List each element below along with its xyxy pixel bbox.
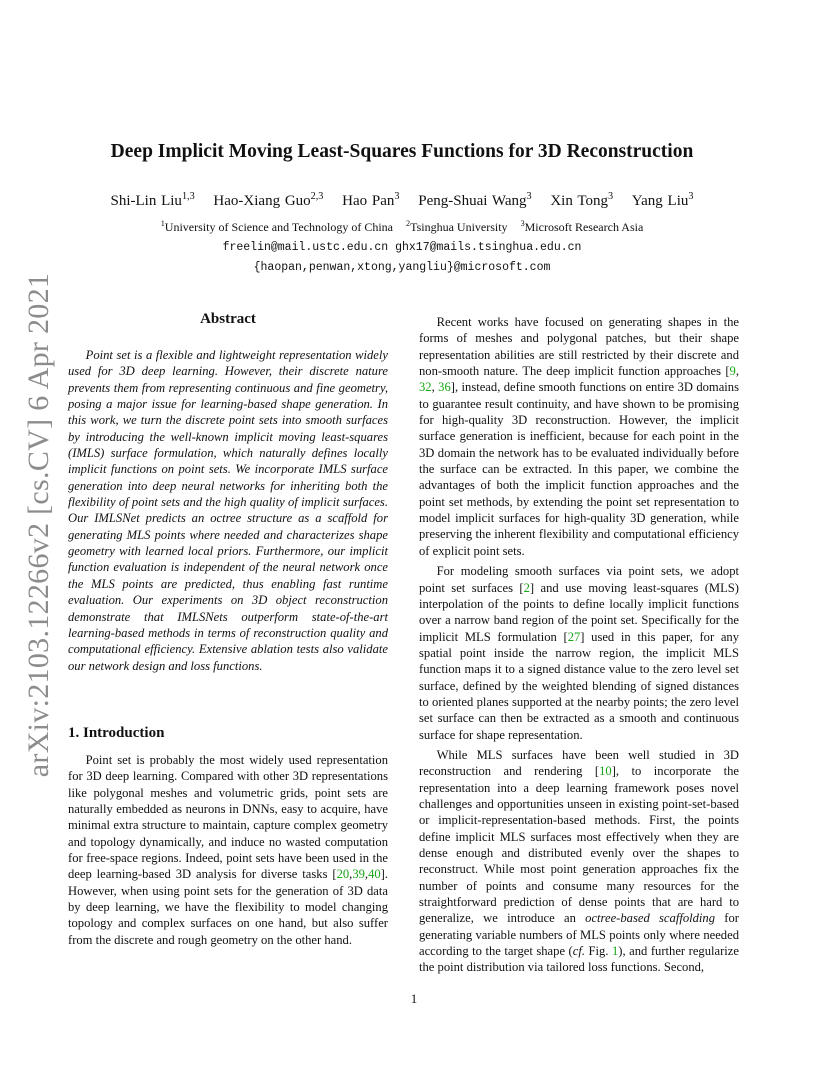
author: Hao-Xiang Guo$^{2,3}$: [213, 191, 324, 209]
author: Peng-Shuai Wang$^3$: [418, 191, 532, 209]
paragraph: Recent works have focused on generating shapes in the forms of meshes and polygonal patches, but their shape representation abilities are still restricted by their discrete and non-smooth nature. The deep implicit function approaches [9, 32, 36], instead, define smooth functions on entire 3D domains to guarantee result continuity, and have shown to be promising for high-quality 3D reconstruction. However, the implicit surface generation is inefficient, because for each point in the 3D domain the network has to be evaluated individually before the surface can be extracted. In this paper, we combine the advantages of both the implicit function approaches and the point set methods, by extending the point set representation to model implicit surfaces for high-quality 3D generation, while preserving the inherent flexibility and computational efficiency of explicit point sets.: [419, 315, 740, 558]
author: Yang Liu$^3$: [631, 191, 694, 209]
figure-link[interactable]: 1: [612, 944, 619, 959]
citation-link[interactable]: 39: [352, 867, 365, 882]
citation-link[interactable]: 40: [368, 867, 381, 882]
author: Xin Tong$^3$: [550, 191, 614, 209]
citation-link[interactable]: 32: [419, 380, 432, 395]
abstract-text: Point set is a flexible and lightweight representation widely used for 3D deep learning. However, their discrete nature prevents them from representing continuous and fine geometry, posing a major issue for learning-based shape generation. In this work, we turn the discrete point sets into smooth surfaces by introducing the well-known implicit moving least-squares (IMLS) surface formulation, which naturally defines locally implicit functions on point sets. We incorporate IMLS surface generation into deep neural networks for inheriting both the flexibility of point sets and the high quality of implicit surfaces. Our IMLSNet predicts an octree structure as a scaffold for generating MLS points where needed and characterizes shape geometry with learned local priors. Furthermore, our implicit function evaluation is independent of the neural network once the MLS points are predicted, thus enabling fast runtime evaluation. Our experiments on 3D object reconstruction demonstrate that IMLSNets outperform state-of-the-art learning-based methods in terms of reconstruction quality and computational efficiency. Extensive ablation tests also validate our network design and loss functions.: [68, 348, 388, 673]
author-list: [68, 193, 736, 210]
abstract-heading: Abstract: [200, 311, 256, 327]
abstract-body: [68, 347, 388, 674]
introduction-body: [68, 752, 388, 948]
author: Shi-Lin Liu$^{1,3}$: [110, 191, 195, 209]
affiliation: $^2$Tsinghua University: [406, 219, 508, 234]
arxiv-identifier-text: arXiv:2103.12266v2 [cs.CV] 6 Apr 2021: [22, 272, 56, 778]
right-column-body: [419, 314, 739, 976]
citation-link[interactable]: 20: [336, 867, 350, 882]
author: Hao Pan$^3$: [342, 191, 400, 209]
affiliation: $^3$Microsoft Research Asia: [520, 219, 644, 234]
affiliation-list: [68, 220, 736, 235]
citation-link[interactable]: 36: [438, 380, 451, 395]
page-number: 1: [410, 991, 418, 1006]
citation-link[interactable]: 2: [523, 580, 530, 595]
citation-link[interactable]: 27: [567, 629, 581, 644]
arxiv-identifier: [20, 272, 58, 778]
paragraph: While MLS surfaces have been well studied in 3D reconstruction and rendering [10], to incorporate the representation into a deep learning framework poses novel challenges and opportunities unseen in existing point-set-based or implicit-representation-based methods. First, the points define implicit MLS surfaces most effectively when they are dense enough and distributed evenly over the shapes to reconstruct. While most point generation approaches fix the number of points and consume many resources for the straightforward prediction of dense points that are hard to generalize, we introduce an octree-based scaffolding for generating variable numbers of MLS points only where needed according to the target shape (cf. Fig. 1), and further regularize the point distribution via tailored loss functions. Second,: [419, 747, 739, 975]
citation-link[interactable]: 10: [599, 764, 612, 779]
email-line: freelin@mail.ustc.edu.cn ghx17@mails.tsinghua.edu.cn: [222, 241, 582, 254]
paragraph: For modeling smooth surfaces via point sets, we adopt point set surfaces [2] and use moving least-squares (MLS) interpolation of the points to define locally implicit functions over a narrow band region of the point set. Specifically for the implicit MLS formulation [27] used in this paper, for any spatial point inside the narrow region, the implicit MLS function maps it to a signed distance value to the zero level set surface, defined by the weighted blending of signed distances to oriented planes supported at the nearby points; the zero level set surface can then be extracted as a smooth and continuous surface for shape representation.: [419, 564, 739, 742]
email-line: {haopan,penwan,xtong,yangliu}@microsoft.com: [253, 261, 551, 274]
citation-link[interactable]: 9: [729, 364, 736, 379]
section-heading-introduction: 1. Introduction: [68, 725, 165, 741]
affiliation: $^1$University of Science and Technology of China: [160, 219, 393, 234]
paper-title: Deep Implicit Moving Least-Squares Functions for 3D Reconstruction: [110, 141, 694, 162]
paragraph: Point set is probably the most widely used representation for 3D deep learning. Compared with other 3D representations like polygonal meshes and volumetric grids, point sets are naturally embedded as neurons in DNNs, easy to acquire, have minimal extra structure to maintain, capture complex geometry and topology dynamically, and induce no wasted computation for free-space regions. Indeed, point sets have been used in the deep learning-based 3D analysis for diverse tasks [20,39,40]. However, when using point sets for the generation of 3D data by deep learning, we have the flexibility to model changing topology and complex surfaces on one hand, but also suffer from the discrete and rough geometry on the other hand.: [68, 753, 388, 947]
